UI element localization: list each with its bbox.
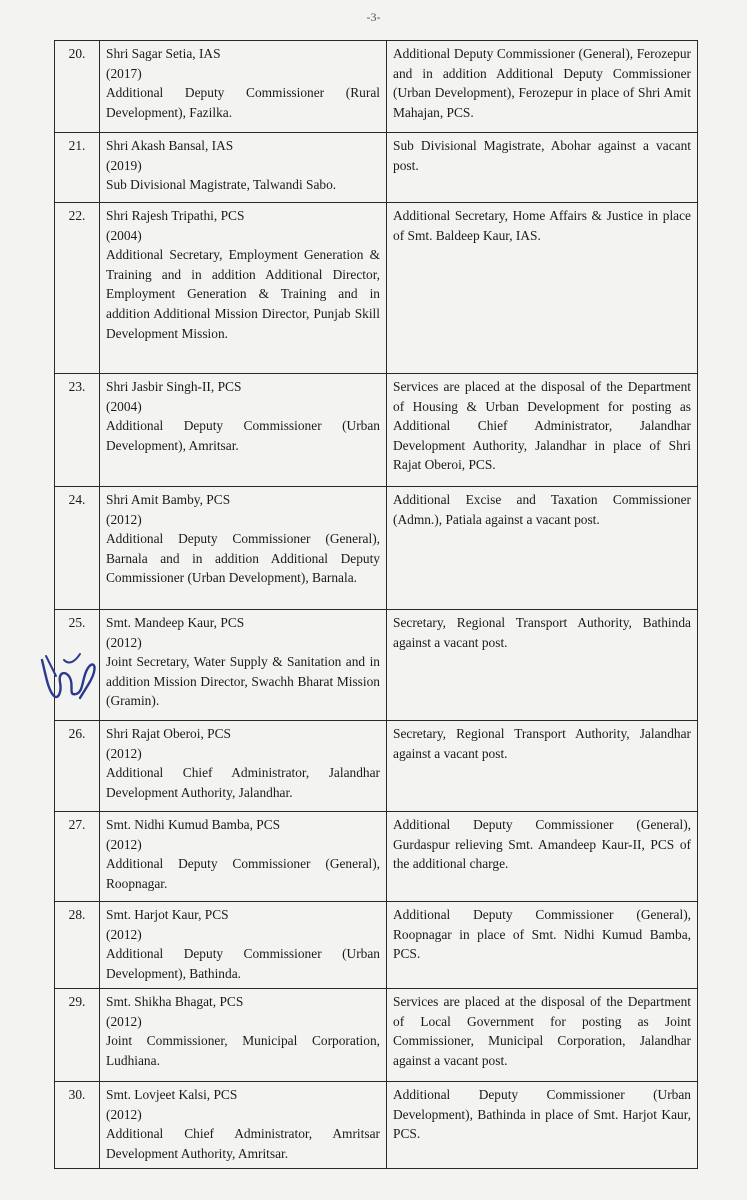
officer-cell xyxy=(100,1082,387,1169)
new-posting: Additional Deputy Commissioner (Urban Development), Bathinda in place of Smt. Harjot Kaur, PCS. xyxy=(387,1082,698,1169)
officer-name: Shri Sagar Setia, IAS xyxy=(106,46,221,61)
table-row xyxy=(55,721,698,812)
officer-cell xyxy=(100,41,387,133)
officer-name: Smt. Shikha Bhagat, PCS xyxy=(106,994,244,1009)
batch-year: (2012) xyxy=(106,926,142,942)
current-posting: Additional Deputy Commissioner (Urban Development), Bathinda. xyxy=(106,946,380,981)
serial-number: 24. xyxy=(55,487,100,610)
table-row xyxy=(55,133,698,203)
officer-name: Shri Akash Bansal, IAS xyxy=(106,138,234,153)
officer-name: Smt. Harjot Kaur, PCS xyxy=(106,907,229,922)
postings-table xyxy=(54,40,698,1169)
serial-number: 20. xyxy=(55,41,100,133)
new-posting: Sub Divisional Magistrate, Abohar against a vacant post. xyxy=(387,133,698,203)
serial-number: 28. xyxy=(55,902,100,989)
serial-number: 23. xyxy=(55,374,100,487)
batch-year: (2012) xyxy=(106,745,142,761)
table-row xyxy=(55,374,698,487)
table-row xyxy=(55,203,698,374)
serial-number: 21. xyxy=(55,133,100,203)
page-number: -3- xyxy=(366,10,381,24)
current-posting: Additional Chief Administrator, Jalandhar Development Authority, Jalandhar. xyxy=(106,765,380,800)
serial-number: 27. xyxy=(55,812,100,902)
officer-name: Shri Rajat Oberoi, PCS xyxy=(106,726,231,741)
table-row xyxy=(55,41,698,133)
batch-year: (2012) xyxy=(106,511,142,527)
new-posting: Additional Excise and Taxation Commissioner (Admn.), Patiala against a vacant post. xyxy=(387,487,698,610)
new-posting: Secretary, Regional Transport Authority, Jalandhar against a vacant post. xyxy=(387,721,698,812)
new-posting: Additional Deputy Commissioner (General), Gurdaspur relieving Smt. Amandeep Kaur-II, PCS of the additional charge. xyxy=(387,812,698,902)
officer-cell xyxy=(100,610,387,721)
officer-cell xyxy=(100,721,387,812)
current-posting: Additional Deputy Commissioner (Rural Development), Fazilka. xyxy=(106,85,380,120)
officer-name: Smt. Nidhi Kumud Bamba, PCS xyxy=(106,817,281,832)
serial-number: 26. xyxy=(55,721,100,812)
table-row xyxy=(55,1082,698,1169)
officer-cell xyxy=(100,203,387,374)
new-posting: Additional Deputy Commissioner (General), Roopnagar in place of Smt. Nidhi Kumud Bamba, PCS. xyxy=(387,902,698,989)
batch-year: (2012) xyxy=(106,1106,142,1122)
batch-year: (2012) xyxy=(106,836,142,852)
batch-year: (2012) xyxy=(106,634,142,650)
officer-name: Shri Rajesh Tripathi, PCS xyxy=(106,208,245,223)
officer-name: Smt. Mandeep Kaur, PCS xyxy=(106,615,245,630)
batch-year: (2017) xyxy=(106,65,142,81)
new-posting: Additional Deputy Commissioner (General), Ferozepur and in addition Additional Deputy Commissioner (Urban Development), Ferozepur in place of Shri Amit Mahajan, PCS. xyxy=(387,41,698,133)
officer-cell xyxy=(100,989,387,1082)
officer-cell xyxy=(100,812,387,902)
new-posting: Secretary, Regional Transport Authority, Bathinda against a vacant post. xyxy=(387,610,698,721)
officer-name: Shri Amit Bamby, PCS xyxy=(106,492,231,507)
current-posting: Additional Deputy Commissioner (General), Barnala and in addition Additional Deputy Commissioner (Urban Development), Barnala. xyxy=(106,531,380,586)
new-posting: Additional Secretary, Home Affairs & Justice in place of Smt. Baldeep Kaur, IAS. xyxy=(387,203,698,374)
table-row xyxy=(55,487,698,610)
serial-number: 25. xyxy=(55,610,100,721)
officer-cell xyxy=(100,902,387,989)
handwritten-signature xyxy=(36,646,100,704)
table-row xyxy=(55,610,698,721)
current-posting: Additional Deputy Commissioner (Urban Development), Amritsar. xyxy=(106,418,380,453)
current-posting: Additional Secretary, Employment Generation & Training and in addition Additional Director, Employment Generation & Training and in addition Additional Mission Director, Punjab Skill Development Mission. xyxy=(106,247,380,341)
serial-number: 30. xyxy=(55,1082,100,1169)
officer-name: Shri Jasbir Singh-II, PCS xyxy=(106,379,242,394)
officer-cell xyxy=(100,374,387,487)
officer-cell xyxy=(100,487,387,610)
new-posting: Services are placed at the disposal of the Department of Housing & Urban Development for posting as Additional Chief Administrator, Jalandhar Development Authority, Jalandhar in place of Shri Rajat Oberoi, PCS. xyxy=(387,374,698,487)
current-posting: Sub Divisional Magistrate, Talwandi Sabo. xyxy=(106,177,337,193)
batch-year: (2004) xyxy=(106,227,142,243)
current-posting: Joint Secretary, Water Supply & Sanitation and in addition Mission Director, Swachh Bharat Mission (Gramin). xyxy=(106,654,380,709)
serial-number: 29. xyxy=(55,989,100,1082)
table-row xyxy=(55,902,698,989)
batch-year: (2019) xyxy=(106,157,142,173)
officer-cell xyxy=(100,133,387,203)
table-row xyxy=(55,989,698,1082)
current-posting: Additional Chief Administrator, Amritsar Development Authority, Amritsar. xyxy=(106,1126,380,1161)
officer-name: Smt. Lovjeet Kalsi, PCS xyxy=(106,1087,238,1102)
batch-year: (2004) xyxy=(106,398,142,414)
current-posting: Additional Deputy Commissioner (General), Roopnagar. xyxy=(106,856,380,891)
new-posting: Services are placed at the disposal of the Department of Local Government for posting as Joint Commissioner, Municipal Corporation, Jalandhar against a vacant post. xyxy=(387,989,698,1082)
serial-number: 22. xyxy=(55,203,100,374)
batch-year: (2012) xyxy=(106,1013,142,1029)
current-posting: Joint Commissioner, Municipal Corporation, Ludhiana. xyxy=(106,1033,380,1068)
table-row xyxy=(55,812,698,902)
